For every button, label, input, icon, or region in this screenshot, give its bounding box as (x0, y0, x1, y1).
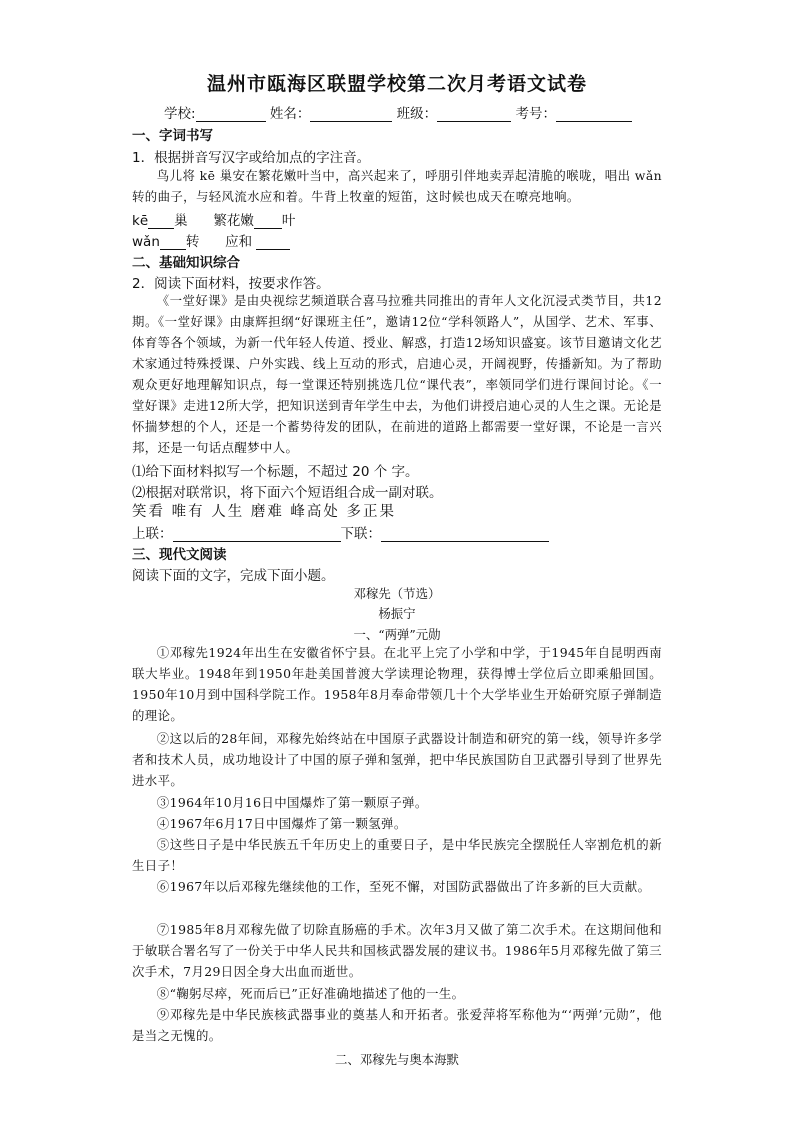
article-paragraph: ⑨邓稼先是中华民族核武器事业的奠基人和开拓者。张爱萍将军称他为“‘两弹’元勋”，他是当之无愧的。 (132, 1007, 662, 1043)
section1-passage: 鸟儿将 kē 巢安在繁花嫩叶当中，高兴起来了，呼朋引伴地卖弄起清脆的喉咙，唱出 wǎn 转的曲子，与轻风流水应和着。牛背上牧童的短笛，这时候也成天在嘹亮地响。 (132, 168, 662, 204)
section2-question: 2．阅读下面材料，按要求作答。 (132, 276, 330, 292)
word-ye: 叶 (281, 213, 296, 229)
upper-couplet-blank[interactable] (173, 526, 341, 542)
class-label: 班级： (396, 106, 438, 122)
pinyin-row-2 (132, 230, 290, 250)
id-label: 考号： (515, 106, 556, 122)
part2-heading: 二、邓稼先与奥本海默 (335, 1052, 459, 1067)
answer-blank[interactable] (256, 234, 290, 250)
school-blank[interactable] (196, 107, 266, 122)
exam-title: 温州市瓯海区联盟学校第二次月考语文试卷 (206, 73, 587, 95)
answer-blank[interactable] (254, 213, 282, 229)
section2-heading: 二、基础知识综合 (132, 255, 240, 271)
section1-question: 1．根据拼音写汉字或给加点的字注音。 (132, 150, 371, 166)
article-title: 邓稼先（节选） (353, 586, 441, 601)
article-paragraph: ③1964年10月16日中国爆炸了第一颗原子弹。 (156, 795, 428, 810)
lower-couplet-label: 下联： (340, 526, 381, 542)
section2-q2: ⑵根据对联常识，将下面六个短语组合成一副对联。 (132, 485, 443, 501)
pinyin-wan: wǎn (132, 234, 160, 250)
article-paragraph: ⑧“鞠躬尽瘁，死而后已”正好准确地描述了他的一生。 (156, 986, 465, 1001)
student-info-row (164, 102, 632, 122)
word-yinghe: 应和 (225, 234, 253, 250)
section2-passage: 《一堂好课》是由央视综艺频道联合喜马拉雅共同推出的青年人文化沉浸式类节目，共12期。《一堂好课》由康辉担纲“好课班主任”，邀请12位“学科领路人”，从国学、艺术、军事、体育等各个领域，为新一代年轻人传道、授业、解惑，打造12场知识盛宴。该节目邀请文化艺术家通过特殊授课、户外实践、线上互动的形式，启迪心灵，开阔视野，传播新知。为了帮助观众更好地理解知识点，每一堂课还特别挑选几位“课代表”，率领同学们进行课间讨论。《一堂好课》走进12所大学，把知识送到青年学生中去，为他们讲授启迪心灵的人生之课。无论是怀揣梦想的个人，还是一个蓄势待发的团队，在前进的道路上都需要一堂好课，不论是一言兴邦，还是一句话点醒梦中人。 (132, 293, 662, 455)
word-zhuan: 转 (185, 234, 200, 250)
id-blank[interactable] (556, 107, 632, 122)
section3-instruction: 阅读下面的文字，完成下面小题。 (132, 568, 335, 584)
school-label: 学校: (164, 106, 196, 122)
couplet-answer-row (132, 522, 549, 542)
article-paragraph: ⑦1985年8月邓稼先做了切除直肠癌的手术。次年3月又做了第二次手术。在这期间他和于敏联合署名写了一份关于中华人民共和国核武器发展的建议书。1986年5月邓稼先做了第三次手术，7月29日因全身大出血而逝世。 (132, 922, 662, 979)
section3-heading: 三、现代文阅读 (132, 547, 227, 563)
article-author: 杨振宁 (378, 606, 416, 621)
part1-heading: 一、“两弹”元勋 (353, 627, 441, 642)
pinyin-ke: kē (132, 213, 149, 229)
answer-blank[interactable] (160, 234, 186, 250)
article-paragraph: ①邓稼先1924年出生在安徽省怀宁县。在北平上完了小学和中学，于1945年自昆明西南联大毕业。1948年到1950年赴美国普渡大学读理论物理，获得博士学位后立即乘船回国。1950年10月到中国科学院工作。1958年8月奉命带领几十个大学毕业生开始研究原子弹制造的理论。 (132, 645, 662, 723)
word-chao: 巢 (174, 213, 188, 229)
name-label: 姓名： (269, 106, 311, 122)
class-blank[interactable] (437, 107, 511, 122)
name-blank[interactable] (310, 107, 392, 122)
pinyin-row-1 (132, 209, 295, 229)
upper-couplet-label: 上联： (132, 526, 173, 542)
couplet-phrases: 笑看 唯有 人生 磨难 峰高处 多正果 (132, 504, 397, 520)
section2-q1: ⑴给下面材料拟写一个标题，不超过 20 个 字。 (132, 464, 419, 480)
section1-heading: 一、字词书写 (132, 128, 213, 144)
article-paragraph: ④1967年6月17日中国爆炸了第一颗氢弹。 (156, 816, 407, 831)
article-paragraph: ⑤这些日子是中华民族五千年历史上的重要日子，是中华民族完全摆脱任人宰割危机的新生日子！ (132, 837, 662, 873)
answer-blank[interactable] (148, 213, 174, 229)
article-paragraph: ⑥1967年以后邓稼先继续他的工作，至死不懈，对国防武器做出了许多新的巨大贡献。 (156, 879, 651, 894)
word-fanhuanen: 繁花嫩 (213, 213, 254, 229)
lower-couplet-blank[interactable] (381, 526, 549, 542)
article-paragraph: ②这以后的28年间，邓稼先始终站在中国原子武器设计制造和研究的第一线，领导许多学者和技术人员，成功地设计了中国的原子弹和氢弹，把中华民族国防自卫武器引导到了世界先进水平。 (132, 731, 662, 788)
